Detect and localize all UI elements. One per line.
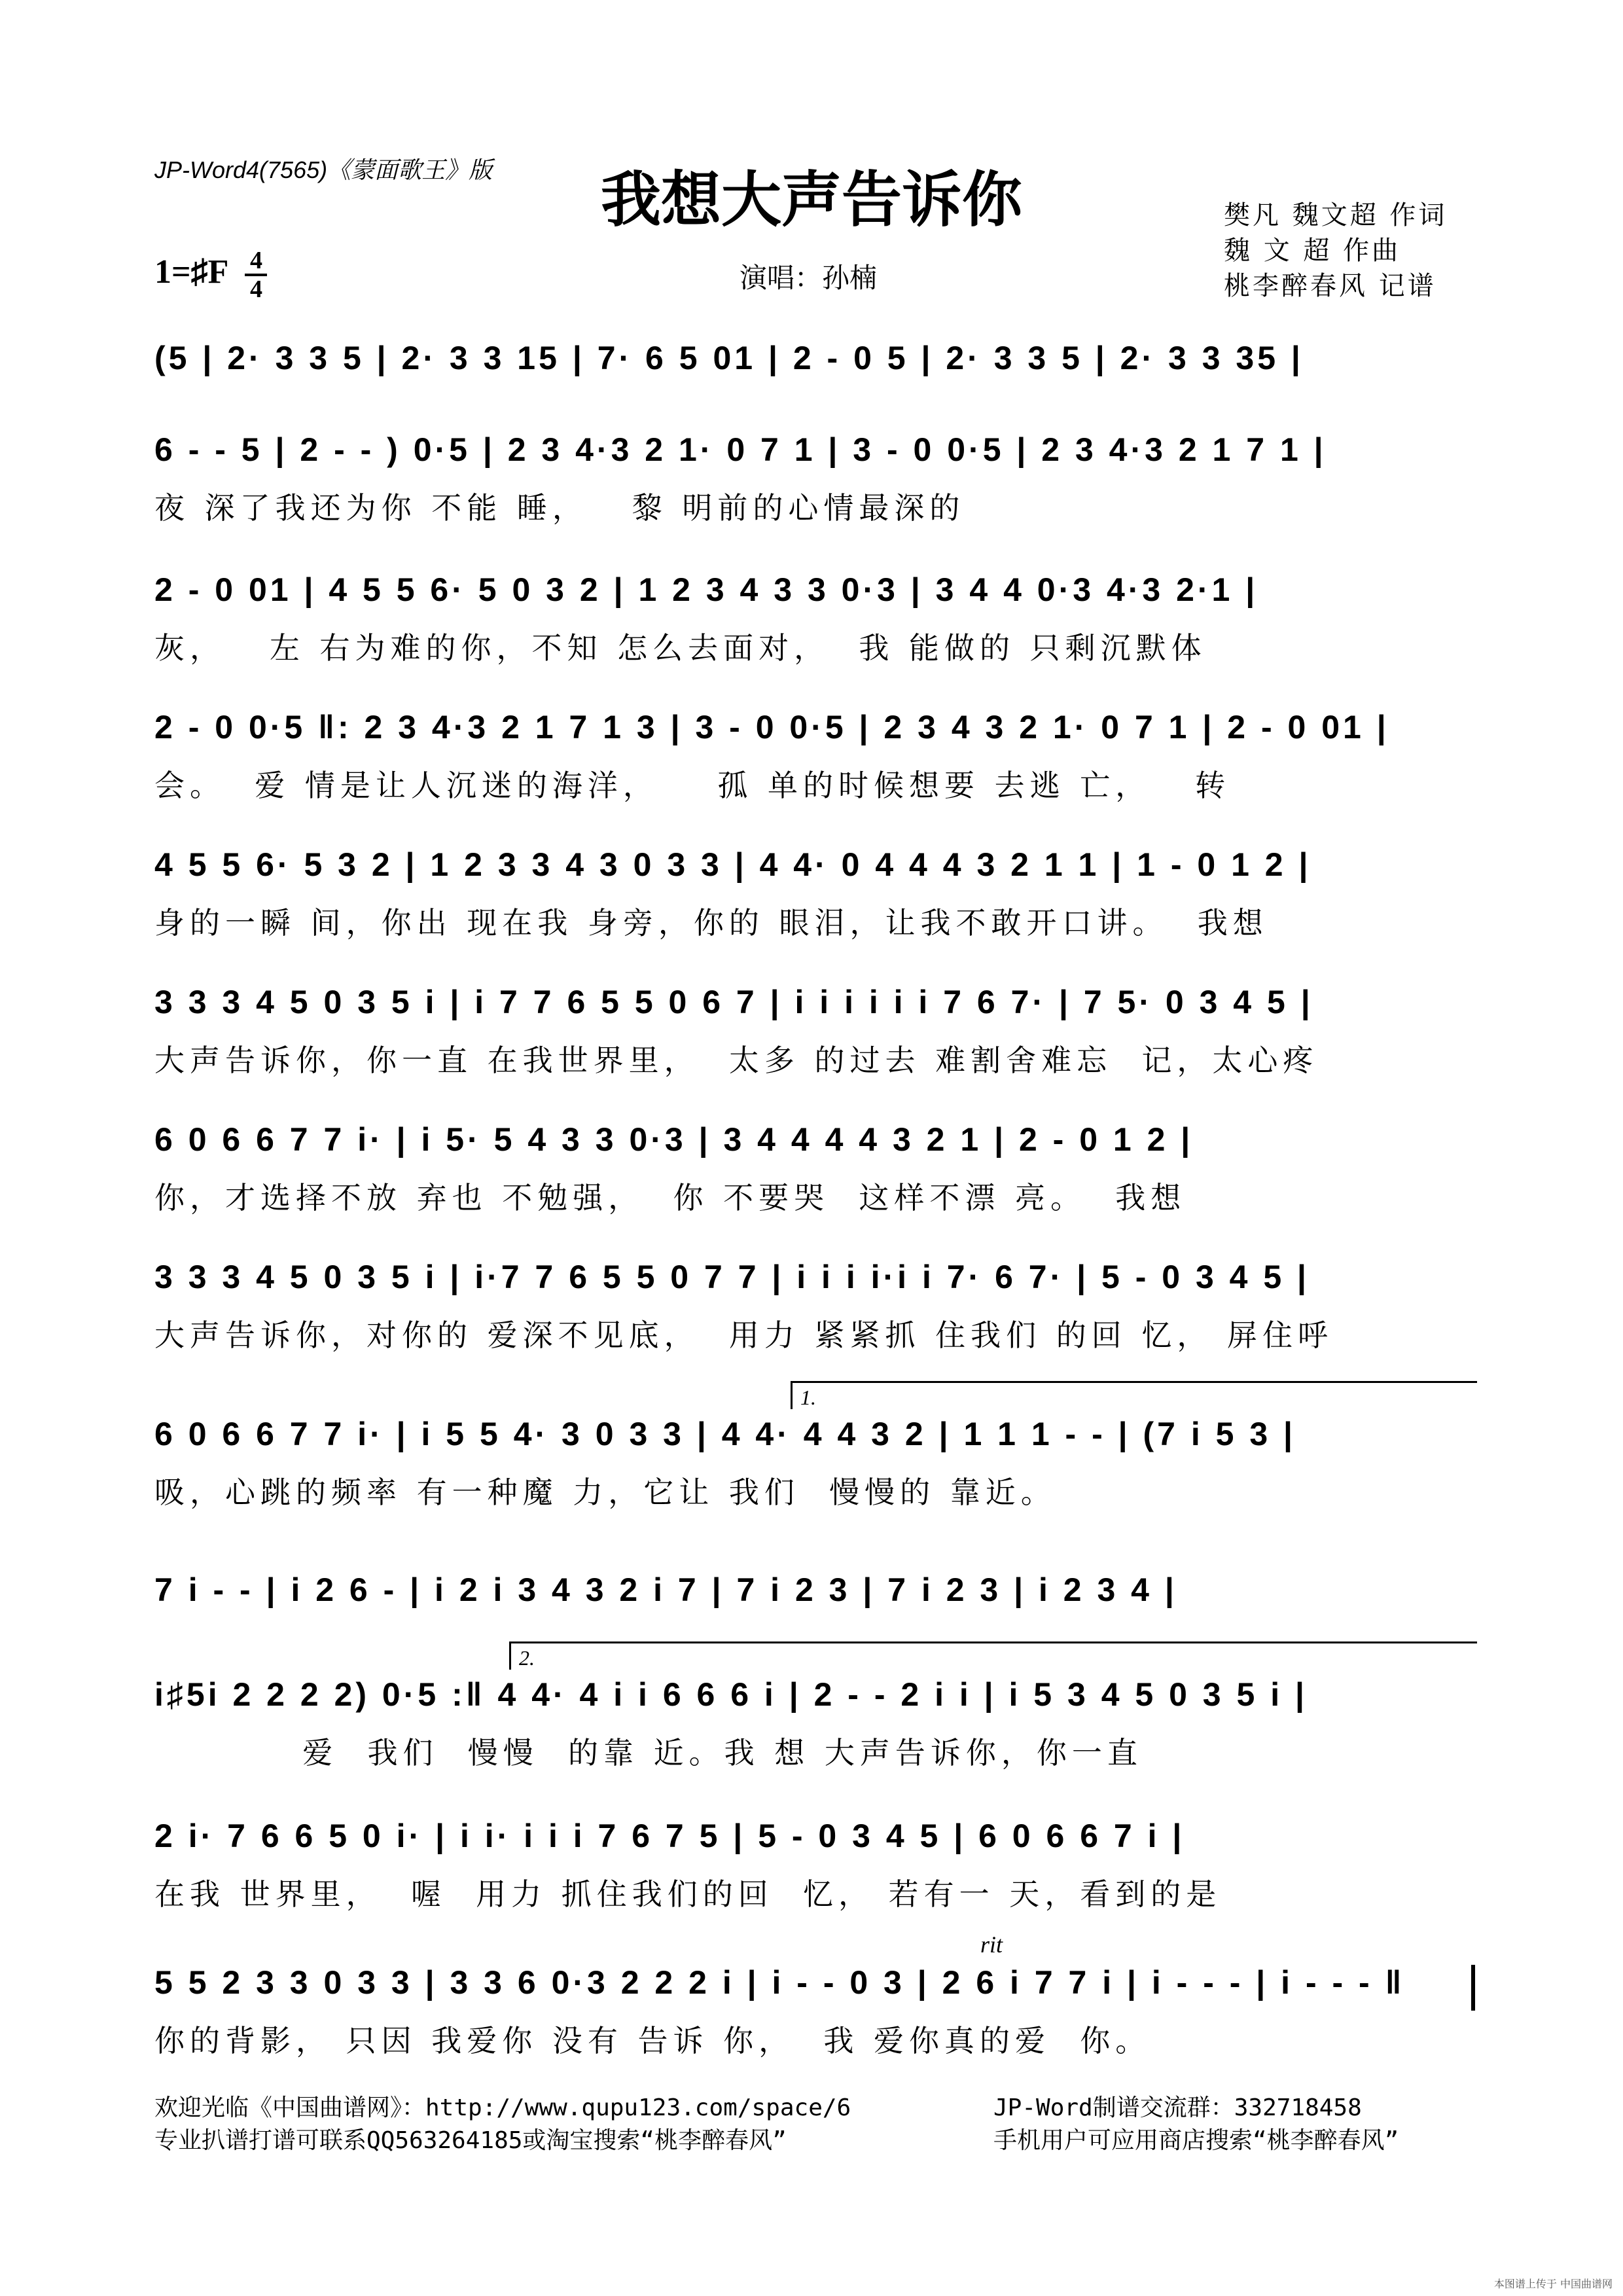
volta-bracket-1 <box>791 1381 1477 1409</box>
time-signature <box>245 247 267 302</box>
footer-right <box>993 2092 1399 2157</box>
lyric-line: 在我 世界里， 喔 用力 抓住我们的回 忆， 若有一 天，看到的是 <box>154 1876 1222 1912</box>
lyric-line: 灰， 左 右为难的你，不知 怎么去面对， 我 能做的 只剩沉默体 <box>154 630 1207 666</box>
notation-line: 6 0 6 6 7 7 i· | i 5· 5 4 3 3 0·3 | 3 4 4 4 4 3 2 1 | 2 - 0 1 2 | <box>154 1121 1194 1158</box>
key-label: 1=♯F <box>154 253 228 291</box>
singer-credit: 演唱：孙楠 <box>740 262 878 294</box>
final-barline <box>1471 1965 1475 2011</box>
key-signature <box>154 247 267 302</box>
lyric-line: 吸，心跳的频率 有一种魔 力，它让 我们 慢慢的 靠近。 <box>154 1475 1056 1510</box>
notation-line: 7 i - - | i 2 6 - | i 2 i 3 4 3 2 i 7 | 7 i 2 3 | 7 i 2 3 | i 2 3 4 | <box>154 1571 1177 1608</box>
lyric-line: 夜 深了我还为你 不能 睡， 黎 明前的心情最深的 <box>154 490 965 526</box>
lyric-line: 大声告诉你，对你的 爱深不见底， 用力 紧紧抓 住我们 的回 忆， 屏住呼 <box>154 1318 1333 1353</box>
footer-contact: 专业扒谱打谱可联系QQ563264185或淘宝搜索“桃李醉春风” <box>154 2127 787 2154</box>
volta-label: 1. <box>800 1386 816 1409</box>
lyric-line: 你的背影， 只因 我爱你 没有 告诉 你， 我 爱你真的爱 你。 <box>154 2023 1151 2058</box>
notation-line: i♯5i 2 2 2 2) 0·5 :‖ 4 4· 4 i i 6 6 6 i | 2 - - 2 i i | i 5 3 4 5 0 3 5 i | <box>154 1676 1308 1713</box>
footer-group: JP-Word制谱交流群：332718458 <box>993 2094 1362 2121</box>
lyric-line: 大声告诉你，你一直 在我世界里， 太多 的过去 难割舍难忘 记，太心疼 <box>154 1043 1319 1078</box>
source-label: JP-Word4(7565)《蒙面歌王》版 <box>154 156 493 183</box>
volta-label: 2. <box>519 1646 535 1670</box>
footer-left <box>154 2092 851 2157</box>
notation-line: (5 | 2· 3 3 5 | 2· 3 3 15 | 7· 6 5 01 | 2 - 0 5 | 2· 3 3 5 | 2· 3 3 35 | <box>154 340 1304 376</box>
notation-line: 2 i· 7 6 6 5 0 i· | i i· i i i 7 6 7 5 | 5 - 0 3 4 5 | 6 0 6 6 7 i | <box>154 1818 1185 1854</box>
notation-line: 6 - - 5 | 2 - - ) 0·5 | 2 3 4·3 2 1· 0 7 1 | 3 - 0 0·5 | 2 3 4·3 2 1 7 1 | <box>154 431 1327 468</box>
footer-website: 欢迎光临《中国曲谱网》：http://www.qupu123.com/space/6 <box>154 2094 851 2121</box>
notation-line: 3 3 3 4 5 0 3 5 i | i·7 7 6 5 5 0 7 7 | i i i i·i i 7· 6 7· | 5 - 0 3 4 5 | <box>154 1259 1310 1295</box>
tempo-mark: rit <box>980 1931 1003 1958</box>
song-title: 我想大声告诉你 <box>600 164 1022 235</box>
lyric-line: 爱 我们 慢慢 的靠 近。我 想 大声告诉你，你一直 <box>154 1735 1143 1770</box>
notation-line: 5 5 2 3 3 0 3 3 | 3 3 6 0·3 2 2 2 i | i - - 0 3 | 2 6 i 7 7 i | i - - - | i - - - ‖ <box>154 1964 1405 2001</box>
credits-block <box>1224 198 1447 304</box>
notation-line: 6 0 6 6 7 7 i· | i 5 5 4· 3 0 3 3 | 4 4· 4 4 3 2 | 1 1 1 - - | (7 i 5 3 | <box>154 1416 1296 1452</box>
notation-line: 2 - 0 0·5 ‖: 2 3 4·3 2 1 7 1 3 | 3 - 0 0·5 | 2 3 4 3 2 1· 0 7 1 | 2 - 0 01 | <box>154 709 1389 745</box>
composer-credit: 魏 文 超 作曲 <box>1224 236 1401 266</box>
lyric-line: 你，才选择不放 弃也 不勉强， 你 不要哭 这样不漂 亮。 我想 <box>154 1180 1186 1215</box>
lyric-line: 身的一瞬 间，你出 现在我 身旁，你的 眼泪，让我不敢开口讲。 我想 <box>154 905 1268 941</box>
notation-line: 2 - 0 01 | 4 5 5 6· 5 0 3 2 | 1 2 3 4 3 3 0·3 | 3 4 4 0·3 4·3 2·1 | <box>154 571 1258 608</box>
footer-app: 手机用户可应用商店搜索“桃李醉春风” <box>993 2127 1399 2154</box>
transcriber-credit: 桃李醉春风 记谱 <box>1224 271 1436 301</box>
watermark: 本图谱上传于 中国曲谱网 <box>1493 2278 1613 2290</box>
volta-bracket-2 <box>509 1641 1477 1670</box>
notation-line: 4 5 5 6· 5 3 2 | 1 2 3 3 4 3 0 3 3 | 4 4· 0 4 4 4 3 2 1 1 | 1 - 0 1 2 | <box>154 846 1311 883</box>
time-numerator: 4 <box>249 247 262 274</box>
lyric-line: 会。 爱 情是让人沉迷的海洋， 孤 单的时候想要 去逃 亡， 转 <box>154 768 1231 803</box>
notation-line: 3 3 3 4 5 0 3 5 i | i 7 7 6 5 5 0 6 7 | i i i i i i 7 6 7· | 7 5· 0 3 4 5 | <box>154 984 1313 1020</box>
time-denominator: 4 <box>249 276 262 303</box>
lyricist-credit: 樊凡 魏文超 作词 <box>1224 200 1448 230</box>
